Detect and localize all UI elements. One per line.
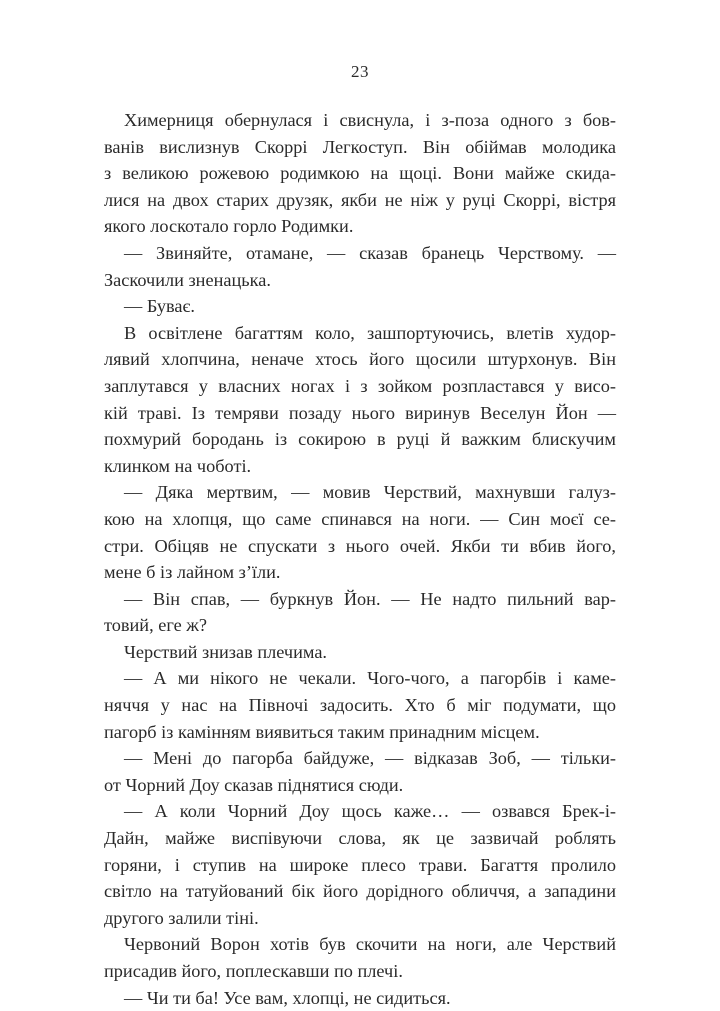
text-line: мене б із лайном з’їли. [104,562,281,583]
text-line: товий, еге ж? [104,615,208,636]
text-line: — Він спав, — буркнув Йон. — Не надто пильний вар- [124,588,616,609]
text-line: присадив його, поплескавши по плечі. [104,961,403,981]
text-line: — А коли Чорний Доу щось каже… — озвався Брек-і- [124,801,616,822]
text-line: клинком на чоботі. [104,455,252,476]
text-line: горяни, і ступив на широке плесо трави. Багаття пролило [104,854,616,875]
text-line: з великою рожевою родимкою на щоці. Вони майже скида- [104,163,616,184]
text-line: Червоний Ворон хотів був скочити на ноги, але Черствий [124,934,616,955]
text-line: Дайн, майже виспівуючи слова, як це зазвичай роблять [104,828,616,849]
text-line: Химерниця обернулася і свиснула, і з-поза одного з бов- [124,110,616,130]
text-line: пагорб із камінням виявиться таким принадним місцем. [104,721,540,742]
text-line: другого залили тіні. [104,907,259,928]
text-line: стри. Обіцяв не спускати з нього очей. Якби ти вбив його, [104,535,616,556]
text-line: кою на хлопця, що саме спинався на ноги. — Син моєї се- [104,508,616,529]
text-line: — Звиняйте, отамане, — сказав бранець Черствому. — [124,242,616,263]
text-line: заплутався у власних ногах і з зойком розпластався у висо- [104,375,616,396]
text-line: лися на двох старих друзяк, якби не ніж у руці Скоррі, вістря [104,189,616,210]
page-number: 23 [351,62,369,81]
text-line: — Мені до пагорба байдуже, — відказав Зоб, — тільки- [124,748,616,769]
text-line: похмурий бородань із сокирою в руці й важким блискучим [104,429,616,450]
text-line: кій траві. Із темряви позаду нього виринув Веселун Йон — [104,402,616,423]
text-line: якого лоскотало горло Родимки. [104,216,354,237]
text-line: В освітлене багаттям коло, зашпортуючись, влетів худор- [124,322,616,343]
text-line: Заскочили зненацька. [104,269,271,290]
text-line: — Дяка мертвим, — мовив Черствий, махнувши галуз- [124,482,616,503]
text-line: няччя у нас на Півночі задосить. Хто б міг подумати, що [104,695,616,716]
text-line: от Чорний Доу сказав піднятися сюди. [104,774,404,795]
body-text [104,107,616,1011]
text-line: — Чи ти ба! Усе вам, хлопці, не сидиться. [124,987,451,1008]
text-line: Черствий знизав плечима. [124,641,328,662]
text-line: ванів вислизнув Скоррі Легкоступ. Він обіймав молодика [104,136,616,157]
text-line: лявий хлопчина, неначе хтось його щосили штурхонув. Він [104,349,616,370]
text-line: — А ми нікого не чекали. Чого-чого, а пагорбів і каме- [124,668,616,689]
text-line: світло на татуйований бік його дорідного обличчя, а западини [104,881,616,902]
text-line: — Буває. [124,296,195,317]
